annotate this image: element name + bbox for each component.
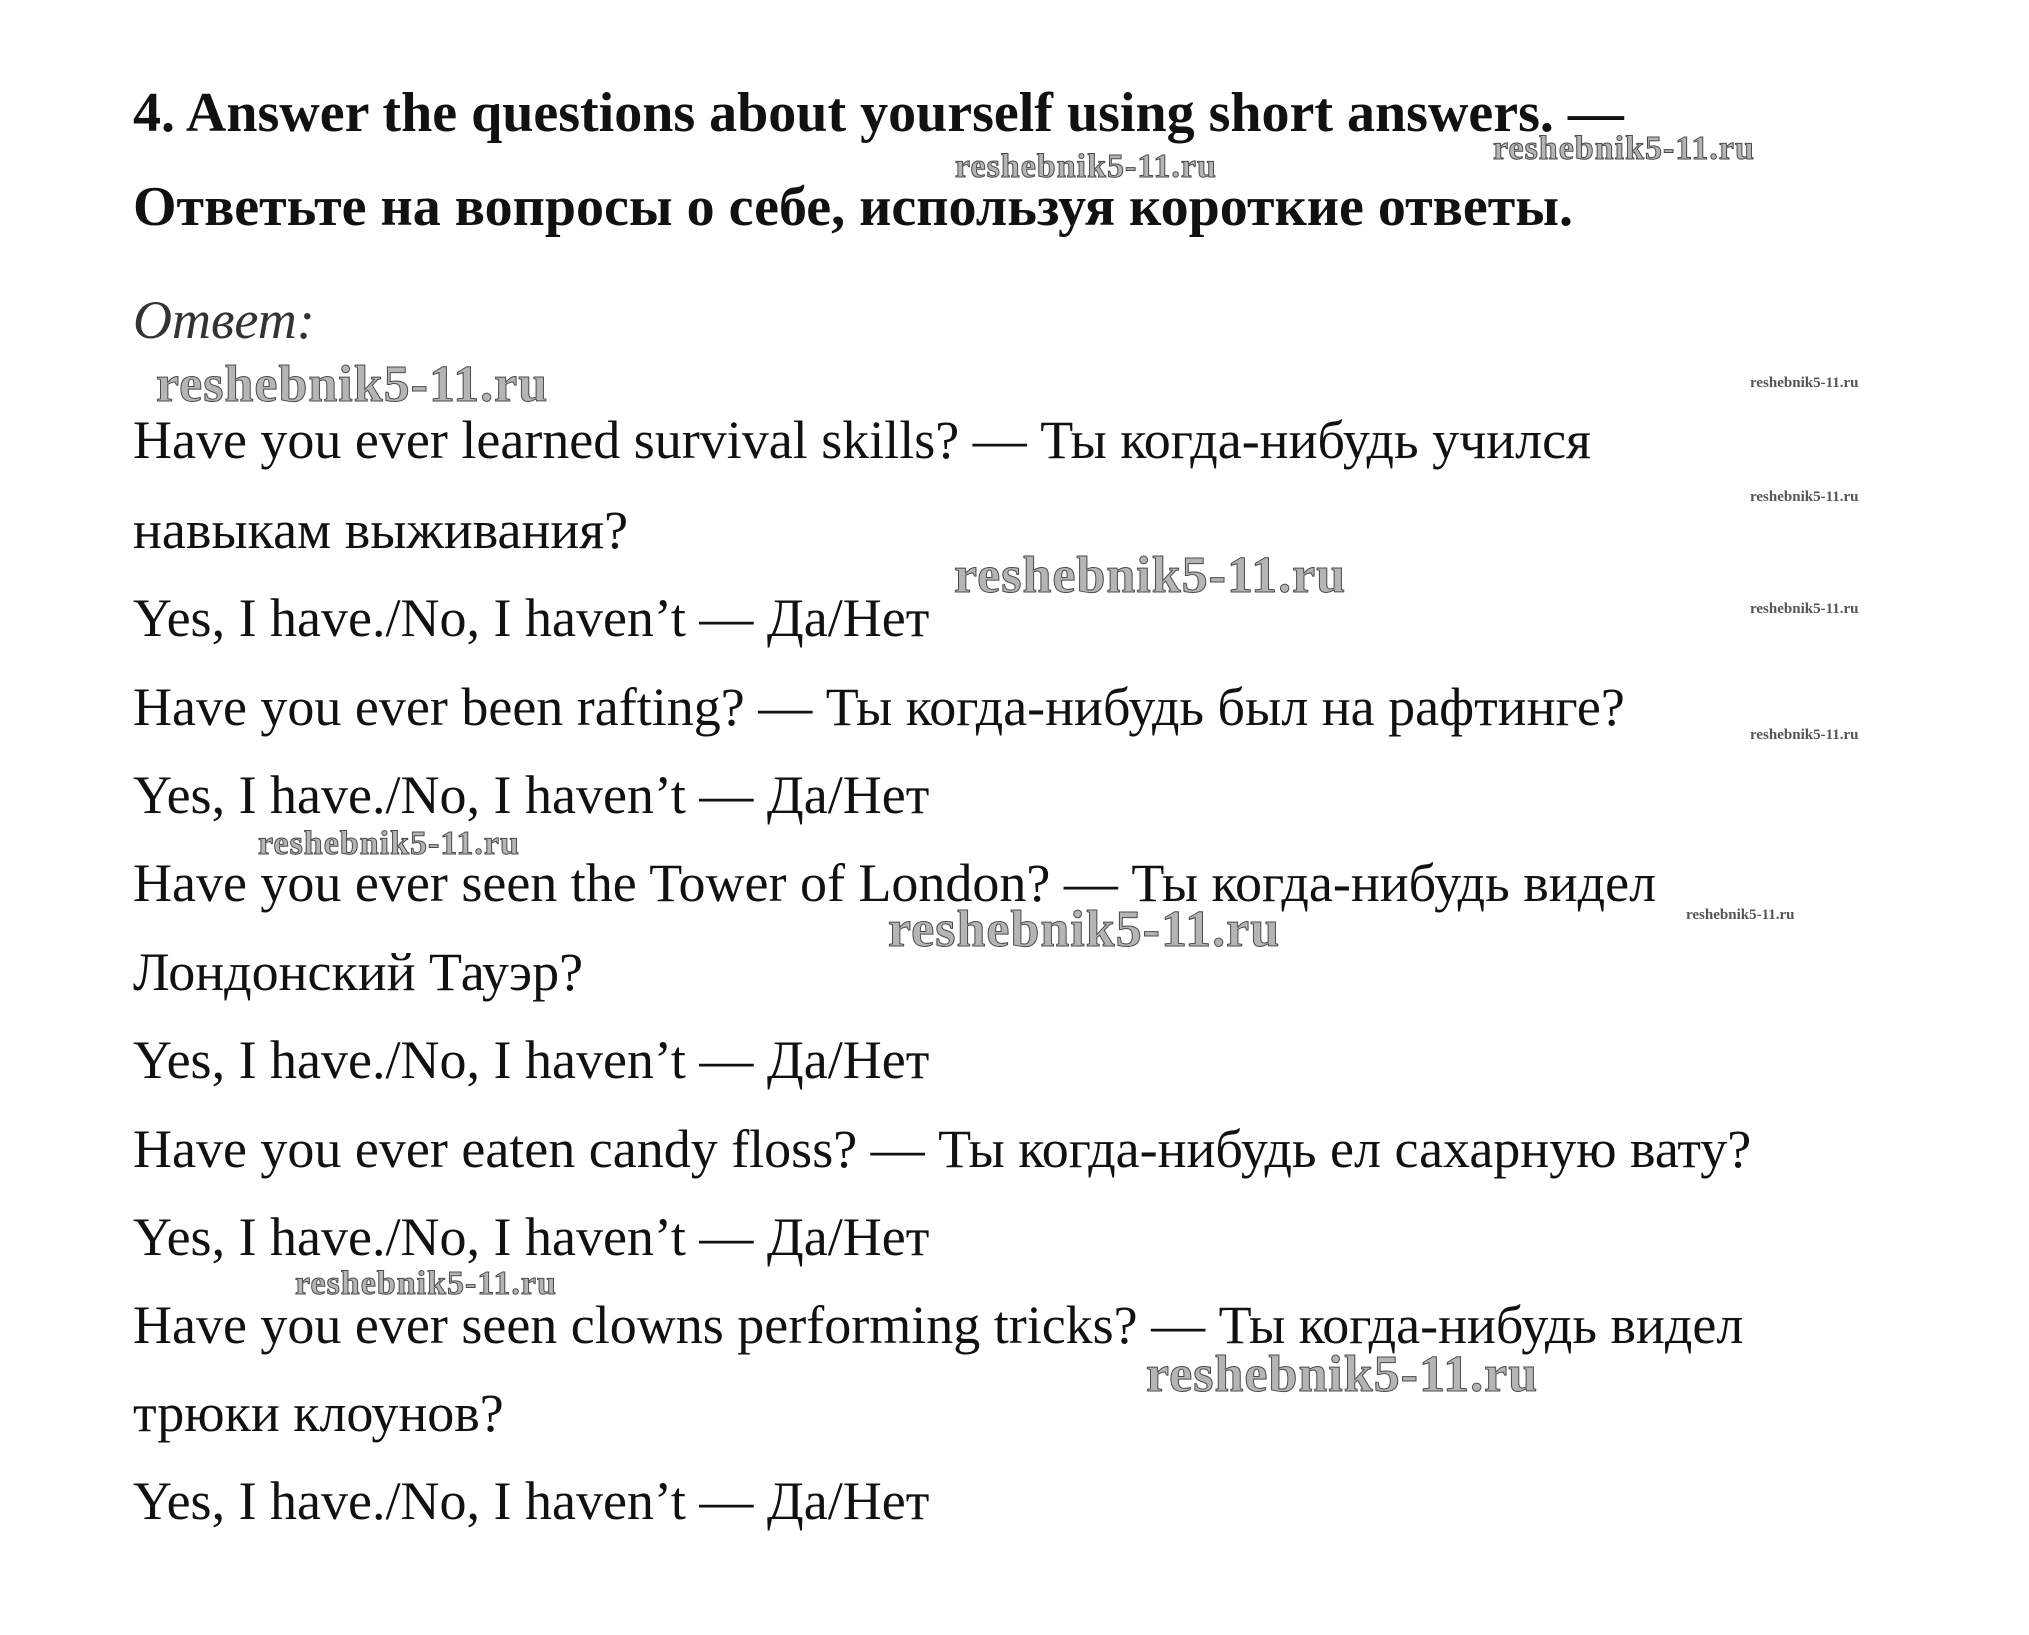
watermark: reshebnik5-11.ru [1750, 601, 1859, 617]
question-line-continued: Лондонский Тауэр? [133, 942, 584, 1002]
answer-line: Yes, I have./No, I haven’t — Да/Нет [133, 765, 930, 825]
question-line: Have you ever seen clowns performing tricks? — Ты когда-нибудь видел [133, 1295, 1744, 1355]
watermark: reshebnik5-11.ru [1146, 1346, 1539, 1403]
watermark: reshebnik5-11.ru [955, 148, 1217, 185]
question-line: Have you ever seen the Tower of London? — Ты когда-нибудь видел [133, 853, 1657, 913]
exercise-title-ru: Ответьте на вопросы о себе, используя короткие ответы. [133, 176, 1573, 238]
question-line: Have you ever been rafting? — Ты когда-нибудь был на рафтинге? [133, 677, 1625, 737]
watermark: reshebnik5-11.ru [156, 356, 549, 413]
watermark: reshebnik5-11.ru [1750, 727, 1859, 743]
question-line: Have you ever eaten candy floss? — Ты когда-нибудь ел сахарную вату? [133, 1119, 1752, 1179]
answer-label: Ответ: [133, 290, 315, 350]
question-line-continued: навыкам выживания? [133, 500, 629, 560]
watermark: reshebnik5-11.ru [1493, 130, 1755, 167]
watermark: reshebnik5-11.ru [1750, 375, 1859, 391]
watermark: reshebnik5-11.ru [258, 825, 520, 862]
watermark: reshebnik5-11.ru [954, 547, 1347, 604]
exercise-title-en: 4. Answer the questions about yourself using short answers. — [133, 82, 1624, 144]
answer-line: Yes, I have./No, I haven’t — Да/Нет [133, 1471, 930, 1531]
watermark: reshebnik5-11.ru [1686, 907, 1795, 923]
watermark: reshebnik5-11.ru [1750, 489, 1859, 505]
answer-line: Yes, I have./No, I haven’t — Да/Нет [133, 588, 930, 648]
question-line: Have you ever learned survival skills? — Ты когда-нибудь учился [133, 410, 1591, 470]
question-line-continued: трюки клоунов? [133, 1383, 504, 1443]
answer-line: Yes, I have./No, I haven’t — Да/Нет [133, 1030, 930, 1090]
watermark: reshebnik5-11.ru [888, 901, 1281, 958]
watermark: reshebnik5-11.ru [295, 1265, 557, 1302]
answer-line: Yes, I have./No, I haven’t — Да/Нет [133, 1207, 930, 1267]
